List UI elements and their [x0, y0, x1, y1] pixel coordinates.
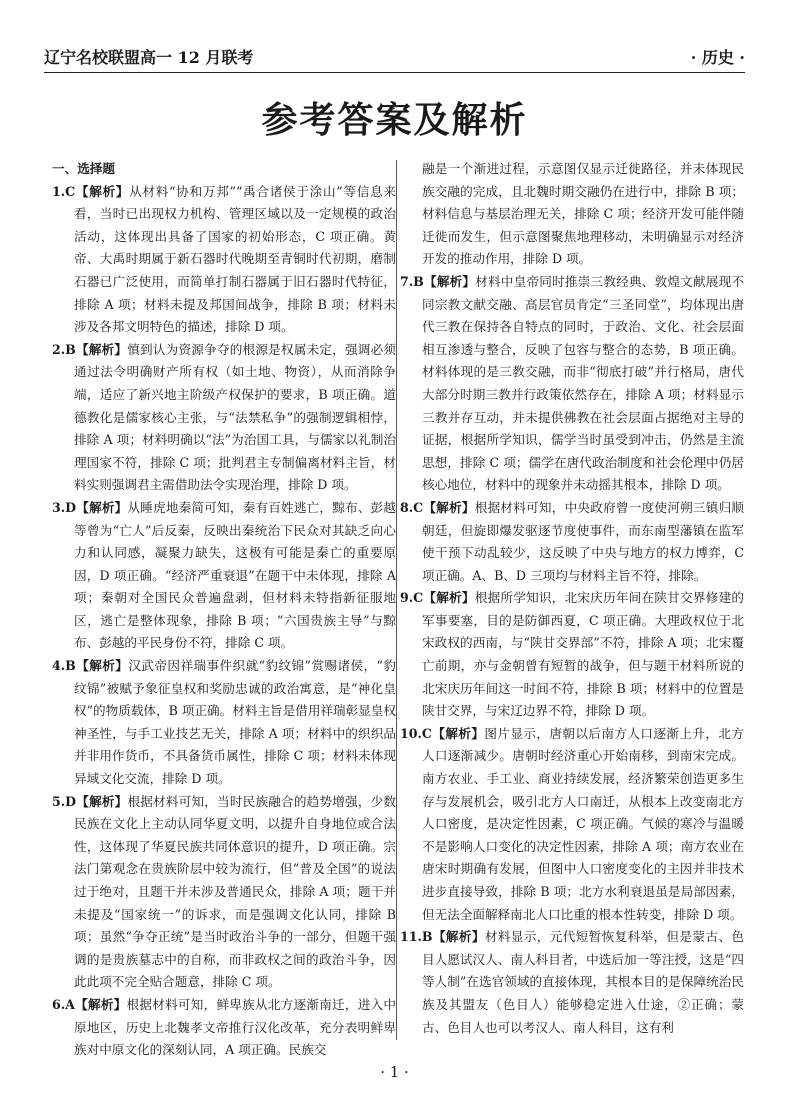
- subject-label: · 历史 ·: [690, 48, 745, 67]
- analysis-tag: 【解析】: [76, 499, 128, 515]
- answer-item: [400, 926, 744, 1039]
- answer-number: 5.D: [52, 793, 77, 809]
- column-divider: [396, 160, 397, 1040]
- right-column: [400, 158, 744, 1039]
- analysis-tag: 【解析】: [75, 183, 130, 199]
- answer-item: [52, 791, 396, 994]
- analysis-tag: 【解析】: [423, 273, 476, 289]
- answer-item: [52, 655, 396, 791]
- answer-text: 根据所学知识，北宋庆历年间在陕甘交界修建的军事要塞，目的是防御西夏，C 项正确。大理政权位于北宋政权的西南，与“陕甘交界部”不符，排除 A 项；北宋覆亡前期，亦与金朝曾有短暂的战争，但与题干材料所说的北宋庆历年间这一时间不符，排除 B 项；材料中的位置是陕甘交界，与宋辽边界不符，排除 D 项。: [422, 590, 745, 719]
- answer-text: 根据材料可知，鲜卑族从北方逐渐南迁，进入中原地区，历史上北魏孝文帝推行汉化改革，充分表明鲜卑族对中原文化的深刻认同，A 项正确。民族交: [74, 996, 397, 1058]
- answer-number: 4.B: [52, 658, 76, 674]
- answer-item: [52, 994, 396, 1062]
- answer-text: 材料显示，元代短暂恢复科举，但是蒙古、色目人愿试汉人、南人科目者，中选后加一等注授，这是“四等人制”在选官领域的直接体现，其根本目的是保障统治民族及其盟友（色目人）能够稳定进入仕途，②正确；蒙古、色目人也可以考汉人、南人科目，这有利: [422, 929, 745, 1035]
- page-title: 参考答案及解析: [261, 100, 528, 141]
- answer-number: 7.B: [400, 273, 424, 289]
- answer-text: 从睡虎地秦简可知，秦有百姓逃亡，黥布、彭越等曾为“亡人”后反秦，反映出秦统治下民众对其缺乏向心力和认同感，凝聚力缺失，这极有可能是秦亡的重要原因，D 项正确。“经济严重衰退”在题干中未体现，排除 A 项；秦朝对全国民众普遍盘剥，但材料未特指新征服地区，逃亡是整体现象，排除 B 项；“六国贵族主导”与黥布、彭越的平民身份不符，排除 C 项。: [74, 499, 396, 651]
- answer-item: [52, 339, 396, 497]
- analysis-tag: 【解析】: [74, 996, 127, 1012]
- answer-number: 10.C: [400, 725, 432, 741]
- answer-item: [52, 181, 396, 339]
- answer-item: [400, 158, 744, 271]
- answer-text: 从材料“协和万邦”“禹合诸侯于涂山”等信息来看，当时已出现权力机构、管理区域以及一定规模的政治活动，这体现出具备了国家的初始形态，C 项正确。黄帝、大禹时期属于新石器时代晚期至青铜时代初期，磨制石器已广泛使用，而简单打制石器属于旧石器时代特征，排除 A 项；材料未提及邦国间战争，排除 B 项；材料未涉及各邦文明特色的描述，排除 D 项。: [74, 183, 396, 335]
- page-header: [44, 36, 745, 73]
- answer-item: [400, 271, 744, 497]
- analysis-tag: 【解析】: [432, 929, 485, 945]
- answer-text: 材料中皇帝同时推崇三教经典、敦煌文献展现不同宗教文献交融、高层官员肯定“三圣同堂”，均体现出唐代三教在保持各自特点的同时，于政治、文化、社会层面相互渗透与整合，反映了包容与整合的态势，B 项正确。材料体现的是三教交融，而非“彻底打破”并行格局，唐代大部分时期三教并行政策依然存在，排除 A 项；材料显示三教并存互动，并未提供佛教在社会层面占据绝对主导的证据，根据所学知识，儒学当时虽受到冲击，仍然是主流思想，排除 C 项；儒学在唐代政治制度和社会伦理中仍居核心地位，材料中的现象并未动摇其根本，排除 D 项。: [422, 273, 745, 493]
- answer-number: 6.A: [52, 996, 75, 1012]
- answer-number: 1.C: [52, 183, 76, 199]
- left-column: [52, 158, 396, 1062]
- analysis-tag: 【解析】: [431, 725, 485, 741]
- answer-number: 8.C: [400, 499, 424, 515]
- answer-item: [52, 497, 396, 655]
- answer-text: 图片显示，唐朝以后南方人口逐渐上升，北方人口逐渐减少。唐朝时经济重心开始南移，到南宋完成。南方农业、手工业、商业持续发展，经济繁荣创造更多生存与发展机会，吸引北方人口南迁，从根本上改变南北方人口密度，是决定性因素，C 项正确。气候的寒冷与温暖不是影响人口变化的决定性因素，排除 A 项；南方农业在唐宋时期确有发展，但图中人口密度变化的主因并非技术进步直接导致，排除 B 项；北方水利衰退虽是局部因素，但无法全面解释南北人口比重的根本性转变，排除 D 项。: [422, 725, 745, 922]
- analysis-tag: 【解析】: [423, 590, 475, 606]
- answer-number: 11.B: [400, 929, 433, 945]
- answer-text: 融是一个渐进过程，示意图仅显示迁徙路径，并未体现民族交融的完成，且北魏时期交融仍在进行中，排除 B 项；材料信息与基层治理无关，排除 C 项；经济开发可能伴随迁徙而发生，但示意图聚焦地理移动，未明确显示对经济开发的推动作用，排除 D 项。: [422, 161, 744, 267]
- analysis-tag: 【解析】: [76, 793, 128, 809]
- section-title: 一、选择题: [52, 161, 115, 176]
- answer-text: 汉武帝因祥瑞事件织就“豹纹锦”赏赐诸侯，“豹纹锦”被赋予象征皇权和奖励忠诚的政治寓意，是“神化皇权”的物质载体，B 项正确。材料主旨是借用祥瑞彰显皇权神圣性，与手工业技艺无关，排除 A 项；材料中的织织品并非用作货币，不具备货币属性，排除 C 项；材料未体现异域文化交流，排除 D 项。: [74, 658, 397, 787]
- answer-number: 9.C: [400, 590, 424, 606]
- analysis-tag: 【解析】: [75, 658, 129, 674]
- answer-item: [400, 587, 744, 723]
- answer-number: 2.B: [52, 341, 76, 357]
- answer-text: 根据材料可知，当时民族融合的趋势增强，少数民族在文化上主动认同华夏文明，以提升自身地位或合法性，这体现了华夏民族共同体意识的提升，D 项正确。宗法门第观念在贵族阶层中较为流行，但“普及全国”的说法过于绝对，且题干并未涉及普通民众，排除 A 项；题干并未提及“国家统一”的诉求，而是强调文化认同，排除 B 项；虽然“争夺正统”是当时政治斗争的一部分，但题干强调的是贵族墓志中的自称，而非政权之间的政治斗争，因此此项不完全贴合题意，排除 C 项。: [74, 793, 396, 990]
- analysis-tag: 【解析】: [75, 341, 128, 357]
- exam-name: 辽宁名校联盟高一 12 月联考: [44, 48, 254, 67]
- answer-text: 根据材料可知，中央政府曾一度使河朔三镇归顺朝廷，但旋即爆发驱逐节度使事件，而东南型藩镇在监军使干预下动乱较少，这反映了中央与地方的权力博弈，C 项正确。A、B、D 三项均与材料主旨不符，排除。: [422, 499, 745, 583]
- answer-item: [400, 497, 744, 587]
- page-number: · 1 ·: [380, 1063, 409, 1081]
- answer-text: 慎到认为资源争夺的根源是权属未定，强调必须通过法令明确财产所有权（如土地、物资），从而消除争端，适应了新兴地主阶级产权保护的要求，B 项正确。道德教化是儒家核心主张，与“法禁私争”的强制逻辑相悖，排除 A 项；材料明确以“法”为治国工具，与儒家以礼制治理国家不符，排除 C 项；批判君主专制偏离材料主旨，材料实则强调君主需借助法令实现治理，排除 D 项。: [74, 341, 397, 493]
- analysis-tag: 【解析】: [423, 499, 475, 515]
- answer-item: [400, 723, 744, 926]
- answer-number: 3.D: [52, 499, 77, 515]
